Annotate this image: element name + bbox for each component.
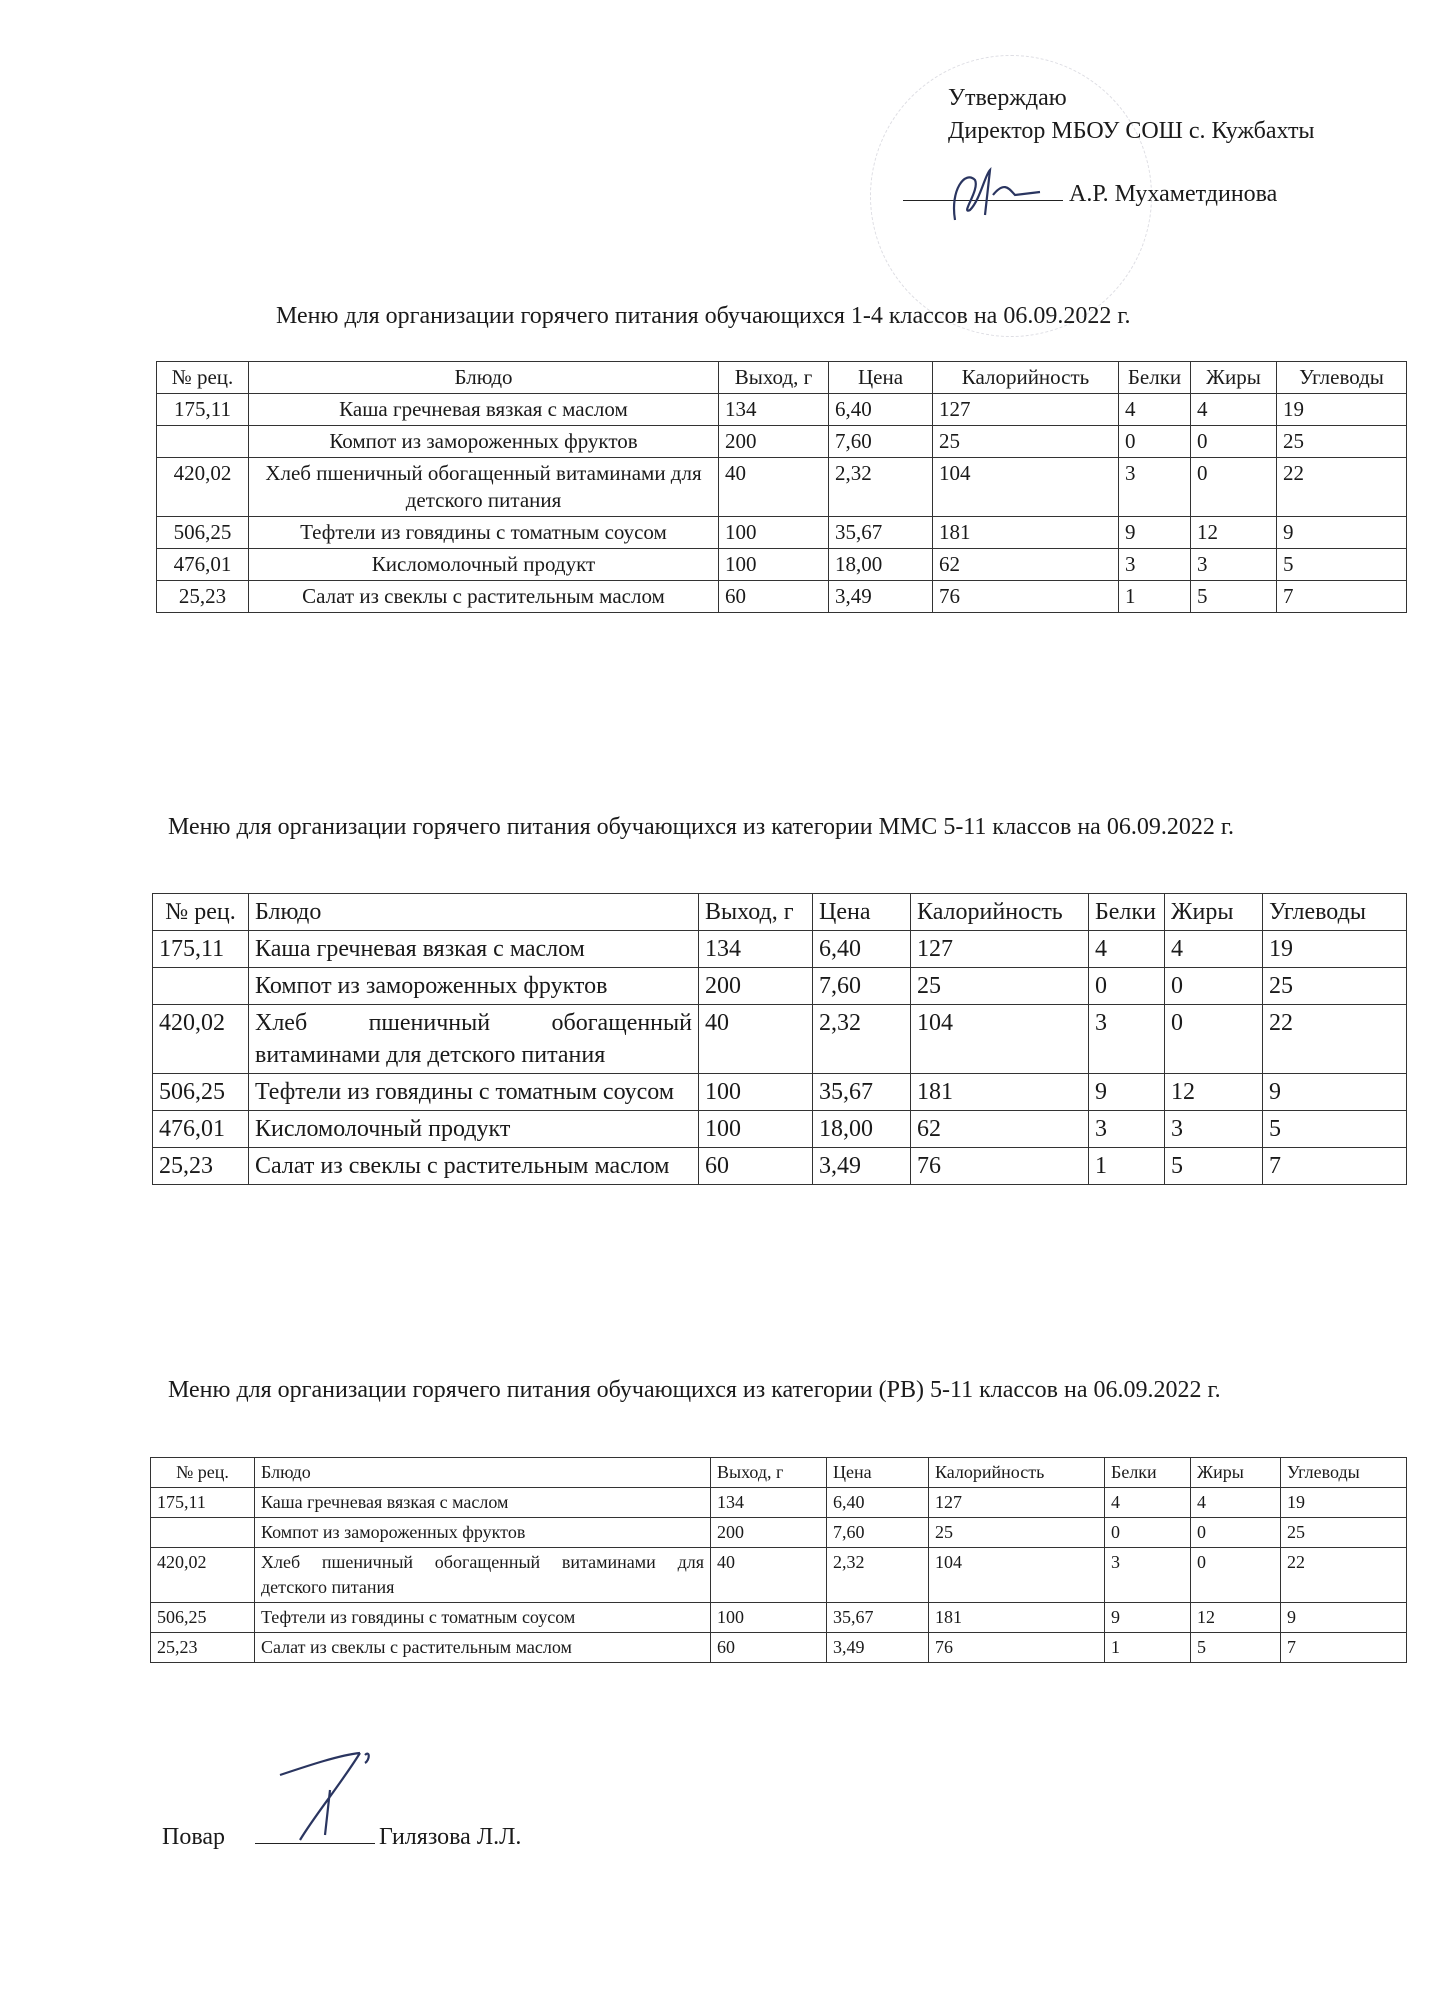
table-cell: 19 bbox=[1263, 931, 1407, 968]
column-header: Белки bbox=[1089, 894, 1165, 931]
table-row bbox=[157, 458, 1407, 517]
table-cell: 22 bbox=[1277, 458, 1407, 517]
table-row bbox=[151, 1548, 1407, 1603]
table-cell: 0 bbox=[1191, 426, 1277, 458]
table-cell: 3 bbox=[1165, 1111, 1263, 1148]
table-row bbox=[151, 1518, 1407, 1548]
table-cell: 200 bbox=[711, 1518, 827, 1548]
dish-name-cell: Компот из замороженных фруктов bbox=[255, 1518, 711, 1548]
table-cell: 7,60 bbox=[829, 426, 933, 458]
menu2-title: Меню для организации горячего питания обучающихся из категории ММС 5-11 классов на 06.09.2022 г. bbox=[168, 814, 1234, 840]
table-cell: 4 bbox=[1119, 394, 1191, 426]
table-row bbox=[153, 968, 1407, 1005]
table-cell: 420,02 bbox=[157, 458, 249, 517]
table-cell: 0 bbox=[1191, 458, 1277, 517]
table-cell: 0 bbox=[1165, 1005, 1263, 1074]
dish-name-cell: Салат из свеклы с растительным маслом bbox=[255, 1633, 711, 1663]
table-cell: 506,25 bbox=[153, 1074, 249, 1111]
table-cell: 40 bbox=[711, 1548, 827, 1603]
table-cell: 0 bbox=[1191, 1548, 1281, 1603]
table-cell: 181 bbox=[933, 517, 1119, 549]
column-header: Цена bbox=[827, 1458, 929, 1488]
table-cell: 3,49 bbox=[813, 1148, 911, 1185]
table-cell: 0 bbox=[1089, 968, 1165, 1005]
table-cell: 134 bbox=[719, 394, 829, 426]
table-cell bbox=[153, 968, 249, 1005]
table-cell: 2,32 bbox=[813, 1005, 911, 1074]
table-cell: 100 bbox=[699, 1074, 813, 1111]
table-cell: 76 bbox=[933, 581, 1119, 613]
table-cell: 60 bbox=[699, 1148, 813, 1185]
column-header: Углеводы bbox=[1263, 894, 1407, 931]
table-cell: 1 bbox=[1105, 1633, 1191, 1663]
table-cell bbox=[157, 426, 249, 458]
cook-label: Повар bbox=[162, 1824, 225, 1850]
table-cell: 9 bbox=[1089, 1074, 1165, 1111]
table-row bbox=[157, 549, 1407, 581]
table-cell: 12 bbox=[1191, 517, 1277, 549]
table-cell: 127 bbox=[929, 1488, 1105, 1518]
dish-name-cell: Салат из свеклы с растительным маслом bbox=[249, 581, 719, 613]
table-cell: 3 bbox=[1119, 458, 1191, 517]
table-cell: 2,32 bbox=[827, 1548, 929, 1603]
table-cell: 22 bbox=[1263, 1005, 1407, 1074]
table-cell: 3 bbox=[1191, 549, 1277, 581]
table-row bbox=[157, 394, 1407, 426]
table-row bbox=[153, 1111, 1407, 1148]
table-cell: 3 bbox=[1119, 549, 1191, 581]
table-cell: 175,11 bbox=[153, 931, 249, 968]
table-cell: 35,67 bbox=[827, 1603, 929, 1633]
column-header: Выход, г bbox=[711, 1458, 827, 1488]
table-row bbox=[157, 517, 1407, 549]
menu1-table bbox=[156, 361, 1407, 613]
table-cell: 181 bbox=[911, 1074, 1089, 1111]
column-header: Жиры bbox=[1165, 894, 1263, 931]
table-cell: 7 bbox=[1263, 1148, 1407, 1185]
dish-name-cell: Хлеб пшеничный обогащенный витаминами для детского питания bbox=[249, 1005, 699, 1074]
director-name: А.Р. Мухаметдинова bbox=[1069, 181, 1278, 207]
column-header: Белки bbox=[1119, 362, 1191, 394]
table-cell: 12 bbox=[1191, 1603, 1281, 1633]
table-cell: 6,40 bbox=[829, 394, 933, 426]
cook-signature-line bbox=[255, 1843, 375, 1844]
table-cell: 506,25 bbox=[157, 517, 249, 549]
column-header: Выход, г bbox=[719, 362, 829, 394]
table-cell: 5 bbox=[1191, 581, 1277, 613]
table-cell: 2,32 bbox=[829, 458, 933, 517]
table-cell: 18,00 bbox=[813, 1111, 911, 1148]
table-cell: 0 bbox=[1165, 968, 1263, 1005]
table-cell: 7 bbox=[1281, 1633, 1407, 1663]
dish-name-cell: Тефтели из говядины с томатным соусом bbox=[249, 1074, 699, 1111]
table-cell: 9 bbox=[1263, 1074, 1407, 1111]
dish-name-cell: Салат из свеклы с растительным маслом bbox=[249, 1148, 699, 1185]
table-cell: 12 bbox=[1165, 1074, 1263, 1111]
table-cell: 100 bbox=[719, 517, 829, 549]
column-header: Блюдо bbox=[255, 1458, 711, 1488]
column-header: Жиры bbox=[1191, 1458, 1281, 1488]
table-cell: 0 bbox=[1191, 1518, 1281, 1548]
table-cell: 62 bbox=[933, 549, 1119, 581]
column-header: Калорийность bbox=[911, 894, 1089, 931]
table-cell: 200 bbox=[699, 968, 813, 1005]
table-cell: 19 bbox=[1281, 1488, 1407, 1518]
table-header-row bbox=[151, 1458, 1407, 1488]
table-header-row bbox=[157, 362, 1407, 394]
menu2-table bbox=[152, 893, 1407, 1185]
table-cell: 25 bbox=[1281, 1518, 1407, 1548]
dish-name-cell: Кисломолочный продукт bbox=[249, 1111, 699, 1148]
table-cell: 4 bbox=[1089, 931, 1165, 968]
table-cell: 6,40 bbox=[827, 1488, 929, 1518]
table-row bbox=[151, 1633, 1407, 1663]
table-cell: 25 bbox=[1277, 426, 1407, 458]
dish-name-cell: Каша гречневая вязкая с маслом bbox=[249, 394, 719, 426]
column-header: Белки bbox=[1105, 1458, 1191, 1488]
table-cell: 76 bbox=[911, 1148, 1089, 1185]
table-cell: 104 bbox=[929, 1548, 1105, 1603]
dish-name-cell: Каша гречневая вязкая с маслом bbox=[249, 931, 699, 968]
table-cell: 134 bbox=[699, 931, 813, 968]
approval-heading: Утверждаю bbox=[948, 85, 1067, 111]
column-header: Углеводы bbox=[1281, 1458, 1407, 1488]
table-cell: 35,67 bbox=[813, 1074, 911, 1111]
table-cell: 9 bbox=[1277, 517, 1407, 549]
table-cell: 134 bbox=[711, 1488, 827, 1518]
table-row bbox=[157, 426, 1407, 458]
table-cell: 5 bbox=[1263, 1111, 1407, 1148]
table-cell: 100 bbox=[711, 1603, 827, 1633]
table-cell: 25 bbox=[929, 1518, 1105, 1548]
table-cell: 1 bbox=[1119, 581, 1191, 613]
table-cell: 100 bbox=[699, 1111, 813, 1148]
column-header: Углеводы bbox=[1277, 362, 1407, 394]
table-cell: 200 bbox=[719, 426, 829, 458]
table-cell: 420,02 bbox=[153, 1005, 249, 1074]
table-cell: 25,23 bbox=[153, 1148, 249, 1185]
dish-name-cell: Тефтели из говядины с томатным соусом bbox=[255, 1603, 711, 1633]
column-header: № рец. bbox=[151, 1458, 255, 1488]
table-cell: 175,11 bbox=[157, 394, 249, 426]
table-cell: 62 bbox=[911, 1111, 1089, 1148]
table-cell: 7 bbox=[1277, 581, 1407, 613]
table-row bbox=[153, 1148, 1407, 1185]
approval-position: Директор МБОУ СОШ с. Кужбахты bbox=[948, 118, 1315, 144]
dish-name-cell: Компот из замороженных фруктов bbox=[249, 426, 719, 458]
table-cell: 506,25 bbox=[151, 1603, 255, 1633]
table-row bbox=[157, 581, 1407, 613]
table-row bbox=[153, 1074, 1407, 1111]
column-header: Выход, г bbox=[699, 894, 813, 931]
table-cell: 0 bbox=[1119, 426, 1191, 458]
table-cell: 4 bbox=[1191, 394, 1277, 426]
column-header: Калорийность bbox=[929, 1458, 1105, 1488]
table-cell: 4 bbox=[1191, 1488, 1281, 1518]
cook-name: Гилязова Л.Л. bbox=[379, 1824, 522, 1850]
table-cell: 5 bbox=[1165, 1148, 1263, 1185]
table-cell: 3 bbox=[1105, 1548, 1191, 1603]
table-cell bbox=[151, 1518, 255, 1548]
dish-name-cell: Хлеб пшеничный обогащенный витаминами для детского питания bbox=[249, 458, 719, 517]
table-row bbox=[153, 931, 1407, 968]
table-cell: 5 bbox=[1277, 549, 1407, 581]
table-cell: 4 bbox=[1165, 931, 1263, 968]
table-cell: 104 bbox=[911, 1005, 1089, 1074]
table-cell: 25,23 bbox=[157, 581, 249, 613]
column-header: Блюдо bbox=[249, 894, 699, 931]
menu3-title: Меню для организации горячего питания обучающихся из категории (РВ) 5-11 классов на 06.09.2022 г. bbox=[168, 1377, 1221, 1403]
table-cell: 25,23 bbox=[151, 1633, 255, 1663]
table-cell: 476,01 bbox=[157, 549, 249, 581]
table-cell: 3 bbox=[1089, 1111, 1165, 1148]
dish-name-cell: Каша гречневая вязкая с маслом bbox=[255, 1488, 711, 1518]
table-row bbox=[153, 1005, 1407, 1074]
table-cell: 3,49 bbox=[827, 1633, 929, 1663]
table-cell: 60 bbox=[719, 581, 829, 613]
table-header-row bbox=[153, 894, 1407, 931]
table-cell: 9 bbox=[1281, 1603, 1407, 1633]
table-cell: 76 bbox=[929, 1633, 1105, 1663]
table-cell: 175,11 bbox=[151, 1488, 255, 1518]
dish-name-cell: Тефтели из говядины с томатным соусом bbox=[249, 517, 719, 549]
menu3-table bbox=[150, 1457, 1407, 1663]
table-cell: 476,01 bbox=[153, 1111, 249, 1148]
column-header: № рец. bbox=[157, 362, 249, 394]
column-header: Жиры bbox=[1191, 362, 1277, 394]
table-cell: 420,02 bbox=[151, 1548, 255, 1603]
table-cell: 25 bbox=[933, 426, 1119, 458]
table-cell: 127 bbox=[911, 931, 1089, 968]
dish-name-cell: Кисломолочный продукт bbox=[249, 549, 719, 581]
dish-name-cell: Компот из замороженных фруктов bbox=[249, 968, 699, 1005]
table-cell: 9 bbox=[1119, 517, 1191, 549]
table-cell: 5 bbox=[1191, 1633, 1281, 1663]
table-cell: 40 bbox=[699, 1005, 813, 1074]
table-cell: 7,60 bbox=[813, 968, 911, 1005]
table-cell: 18,00 bbox=[829, 549, 933, 581]
table-cell: 100 bbox=[719, 549, 829, 581]
table-cell: 127 bbox=[933, 394, 1119, 426]
cook-signature-block bbox=[162, 1824, 521, 1851]
table-row bbox=[151, 1488, 1407, 1518]
table-row bbox=[151, 1603, 1407, 1633]
column-header: Калорийность bbox=[933, 362, 1119, 394]
director-signature-icon bbox=[935, 150, 1055, 230]
table-cell: 9 bbox=[1105, 1603, 1191, 1633]
table-cell: 22 bbox=[1281, 1548, 1407, 1603]
table-cell: 25 bbox=[911, 968, 1089, 1005]
column-header: Цена bbox=[813, 894, 911, 931]
table-cell: 19 bbox=[1277, 394, 1407, 426]
column-header: № рец. bbox=[153, 894, 249, 931]
table-cell: 104 bbox=[933, 458, 1119, 517]
table-cell: 3 bbox=[1089, 1005, 1165, 1074]
table-cell: 0 bbox=[1105, 1518, 1191, 1548]
dish-name-cell: Хлеб пшеничный обогащенный витаминами для детского питания bbox=[255, 1548, 711, 1603]
column-header: Блюдо bbox=[249, 362, 719, 394]
table-cell: 35,67 bbox=[829, 517, 933, 549]
table-cell: 25 bbox=[1263, 968, 1407, 1005]
table-cell: 40 bbox=[719, 458, 829, 517]
column-header: Цена bbox=[829, 362, 933, 394]
table-cell: 1 bbox=[1089, 1148, 1165, 1185]
menu1-title: Меню для организации горячего питания обучающихся 1-4 классов на 06.09.2022 г. bbox=[276, 303, 1131, 329]
table-cell: 6,40 bbox=[813, 931, 911, 968]
table-cell: 4 bbox=[1105, 1488, 1191, 1518]
table-cell: 60 bbox=[711, 1633, 827, 1663]
table-cell: 3,49 bbox=[829, 581, 933, 613]
table-cell: 7,60 bbox=[827, 1518, 929, 1548]
table-cell: 181 bbox=[929, 1603, 1105, 1633]
